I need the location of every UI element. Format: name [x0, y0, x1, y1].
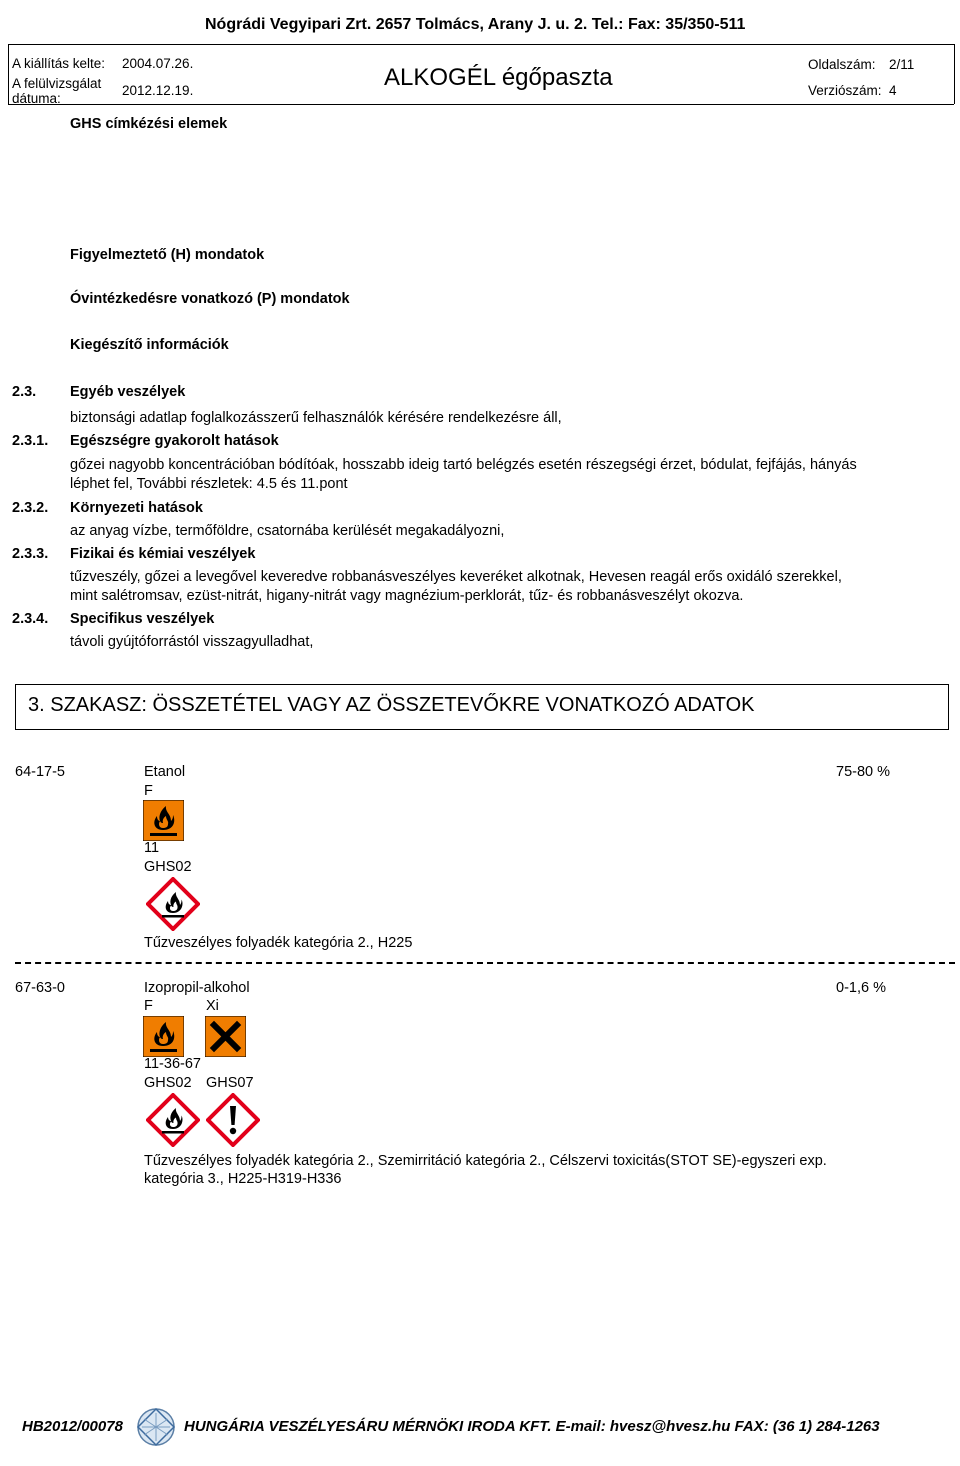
h-statements-heading: Figyelmeztető (H) mondatok	[70, 247, 265, 263]
ghs-heading: GHS címkézési elemek	[70, 116, 228, 132]
page-number: 2/11	[889, 57, 915, 72]
component-2-symbol-2: Xi	[206, 998, 219, 1014]
header-right-border	[954, 44, 955, 104]
component-2-ghs-code-2: GHS07	[206, 1075, 254, 1091]
section-2-3-text: biztonsági adatlap foglalkozásszerű felhasználók kérésére rendelkezésre áll,	[70, 410, 562, 426]
company-info: Nógrádi Vegyipari Zrt. 2657 Tolmács, Arany J. u. 2. Tel.: Fax: 35/350-511	[205, 16, 746, 33]
component-1-symbol: F	[144, 783, 153, 799]
version-label: Verziószám:	[808, 83, 882, 98]
page-label: Oldalszám:	[808, 57, 876, 72]
section-2-3-1-line1: gőzei nagyobb koncentrációban bódítóak, hosszabb ideig tartó belégzés esetén részegségi érzet, bódulat, fejfájás, hányás	[70, 457, 857, 473]
component-2-concentration: 0-1,6 %	[836, 980, 886, 996]
header-top-rule	[8, 44, 954, 45]
component-1-classification: Tűzveszélyes folyadék kategória 2., H225	[144, 935, 413, 951]
section-3-title: 3. SZAKASZ: ÖSSZETÉTEL VAGY AZ ÖSSZETEVŐKRE VONATKOZÓ ADATOK	[28, 694, 755, 716]
component-2-ghs-code-1: GHS02	[144, 1075, 192, 1091]
irritant-cross-icon	[205, 1016, 246, 1057]
section-2-3-2-number: 2.3.2.	[12, 500, 49, 516]
component-1-ghs-code: GHS02	[144, 859, 192, 875]
issue-date: 2004.07.26.	[122, 56, 194, 71]
header-bottom-rule	[8, 104, 954, 105]
component-1-name: Etanol	[144, 764, 186, 780]
section-2-3-1-number: 2.3.1.	[12, 433, 49, 449]
section-2-3-2-title: Környezeti hatások	[70, 500, 203, 516]
component-2-classification-line2: kategória 3., H225-H319-H336	[144, 1171, 342, 1187]
component-1-r-phrases: 11	[144, 840, 160, 856]
section-2-3-3-line2: mint salétromsav, ezüst-nitrát, higany-nitrát vagy magnézium-perklorát, tűz- és robbanásveszélyt okozva.	[70, 588, 744, 604]
section-2-3-3-title: Fizikai és kémiai veszélyek	[70, 546, 256, 562]
component-1-cas: 64-17-5	[15, 764, 65, 780]
component-2-classification-line1: Tűzveszélyes folyadék kategória 2., Szemirritáció kategória 2., Célszervi toxicitás(STOT SE)-egyszeri exp.	[144, 1153, 827, 1169]
revision-date-label: A felülvizsgálat	[12, 76, 102, 91]
component-2-name: Izopropil-alkohol	[144, 980, 250, 996]
section-2-3-title: Egyéb veszélyek	[70, 384, 186, 400]
component-separator	[15, 962, 955, 964]
component-2-r-phrases: 11-36-67	[144, 1056, 201, 1072]
ghs02-flame-icon	[146, 877, 200, 931]
section-2-3-4-number: 2.3.4.	[12, 611, 49, 627]
section-2-3-number: 2.3.	[12, 384, 37, 400]
document-title: ALKOGÉL égőpaszta	[384, 64, 613, 91]
footer-code: HB2012/00078	[22, 1418, 123, 1435]
component-2-symbol-1: F	[144, 998, 153, 1014]
section-2-3-4-title: Specifikus veszélyek	[70, 611, 215, 627]
section-2-3-1-line2: léphet fel, További részletek: 4.5 és 11.pont	[70, 476, 348, 492]
section-2-3-2-text: az anyag vízbe, termőföldre, csatornába kerülését megakadályozni,	[70, 523, 505, 539]
issue-date-label: A kiállítás kelte:	[12, 56, 106, 71]
version-number: 4	[889, 83, 897, 98]
section-3-header-box	[15, 684, 949, 730]
flammable-orange-icon	[143, 1016, 184, 1057]
revision-date-label-2: dátuma:	[12, 91, 61, 106]
p-statements-heading: Óvintézkedésre vonatkozó (P) mondatok	[70, 291, 350, 307]
flammable-orange-icon	[143, 800, 184, 841]
section-2-3-3-number: 2.3.3.	[12, 546, 49, 562]
revision-date: 2012.12.19.	[122, 83, 194, 98]
ghs07-exclamation-icon	[206, 1093, 260, 1147]
footer-company: HUNGÁRIA VESZÉLYESÁRU MÉRNÖKI IRODA KFT. E-mail: hvesz@hvesz.hu FAX: (36 1) 284-1263	[184, 1418, 880, 1435]
ghs02-flame-icon	[146, 1093, 200, 1147]
section-2-3-4-text: távoli gyújtóforrástól visszagyulladhat,	[70, 634, 314, 650]
section-2-3-1-title: Egészségre gyakorolt hatások	[70, 433, 279, 449]
company-logo-icon	[136, 1407, 176, 1447]
section-2-3-3-line1: tűzveszély, gőzei a levegővel keveredve robbanásveszélyes keveréket alkotnak, Hevesen reagál erős oxidáló szerekkel,	[70, 569, 842, 585]
component-2-cas: 67-63-0	[15, 980, 65, 996]
header-left-border	[8, 44, 9, 104]
supplementary-heading: Kiegészítő információk	[70, 337, 229, 353]
component-1-concentration: 75-80 %	[836, 764, 891, 780]
